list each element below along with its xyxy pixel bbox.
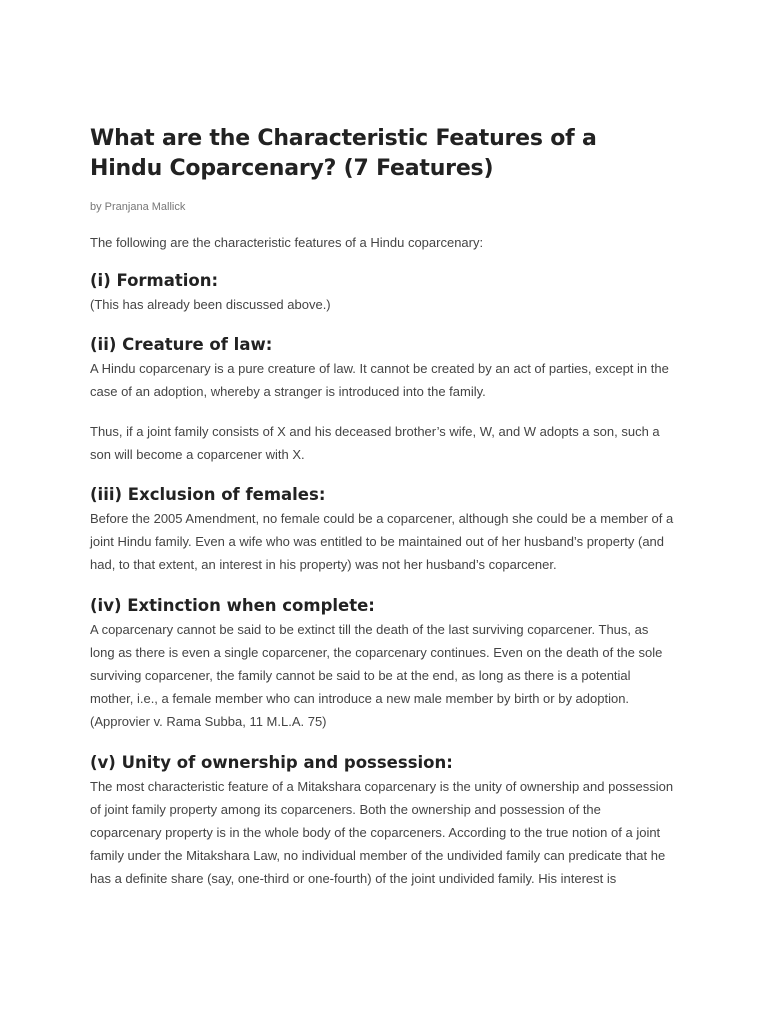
section-paragraph: Thus, if a joint family consists of X and his deceased brother’s wife, W, and W adopts a son, such a son will become a coparcener with X. <box>90 423 660 462</box>
section-formation <box>90 270 676 316</box>
section-extinction-when-complete <box>90 595 676 734</box>
section-paragraph: Before the 2005 Amendment, no female could be a coparcener, although she could be a member of a joint Hindu family. Even a wife who was entitled to be maintained out of her husband’s property (and had, to that extent, an interest in his property) was not her husband’s coparcener. <box>90 511 674 573</box>
section-unity-of-ownership <box>90 752 676 891</box>
section-heading: (iv) Extinction when complete: <box>90 595 375 615</box>
section-heading: (v) Unity of ownership and possession: <box>90 752 453 772</box>
article <box>90 124 676 891</box>
article-byline[interactable]: by Pranjana Mallick <box>90 201 186 213</box>
section-paragraph: (This has already been discussed above.) <box>90 297 331 312</box>
section-heading: (ii) Creature of law: <box>90 335 273 355</box>
section-paragraph: A coparcenary cannot be said to be extinct till the death of the last surviving coparcener. Thus, as long as there is even a single coparcener, the coparcenary continues. Even on the death of the sole surviving coparcener, the family cannot be said to be at the end, as long as there is a potential mother, i.e., a female member who can introduce a new male member by birth or by adoption. (Approvier v. Rama Subba, 11 M.L.A. 75) <box>90 621 663 730</box>
section-heading: (i) Formation: <box>90 271 219 290</box>
section-exclusion-of-females <box>90 484 676 577</box>
section-creature-of-law <box>90 334 676 466</box>
section-heading: (iii) Exclusion of females: <box>90 485 326 505</box>
article-intro: The following are the characteristic features of a Hindu coparcenary: <box>90 235 484 250</box>
article-title: What are the Characteristic Features of a Hindu Coparcenary? (7 Features) <box>90 126 597 181</box>
section-paragraph: The most characteristic feature of a Mitakshara coparcenary is the unity of ownership and possession of joint family property among its coparceners. Both the ownership and possession of the coparcenary property is in the whole body of the coparceners. According to the true notion of a joint family under the Mitakshara Law, no individual member of the undivided family can predicate that he has a definite share (say, one-third or one-fourth) of the joint undivided family. His interest is <box>90 778 674 887</box>
section-paragraph: A Hindu coparcenary is a pure creature of law. It cannot be created by an act of parties, except in the case of an adoption, whereby a stranger is introduced into the family. <box>90 361 669 400</box>
